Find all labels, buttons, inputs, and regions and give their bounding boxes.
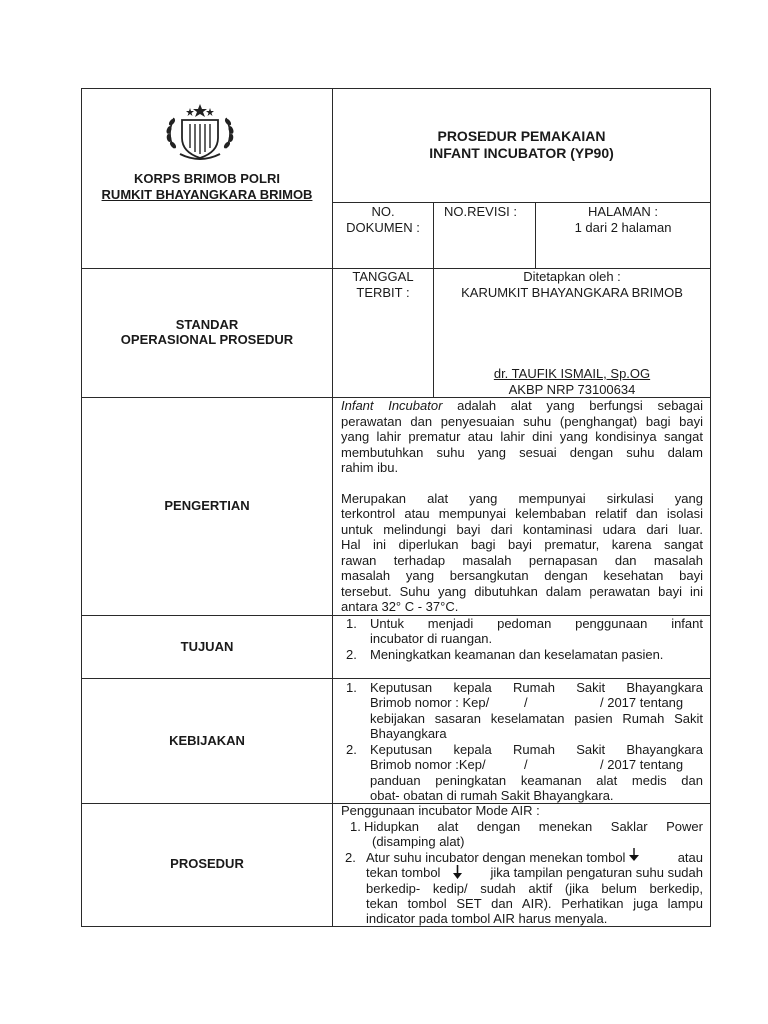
prosedur-item-2-line2-b: jika tampilan pengaturan suhu sudah bbox=[490, 865, 703, 880]
tujuan-label: TUJUAN bbox=[180, 639, 234, 654]
sop-label-line1: STANDAR bbox=[175, 317, 239, 332]
pengertian-p1-line4: membutuhkan suhu yang sesuai dengan suhu dalam bbox=[341, 445, 703, 460]
kebijakan-item-2-line1: Keputusan kepala Rumah Sakit Bhayangkara bbox=[370, 742, 703, 757]
infant-incubator-term: Infant Incubator bbox=[341, 398, 443, 413]
prosedur-item-1-line1: Hidupkan alat dengan menekan Saklar Power bbox=[364, 819, 703, 834]
pengertian-p2-line6: masalah yang bersangkutan dengan kesehatan bayi bbox=[341, 568, 703, 583]
ditetapkan-oleh: Ditetapkan oleh : bbox=[523, 269, 621, 284]
pengertian-p1-line1 bbox=[341, 398, 703, 414]
kebijakan-item-1-line4: Bhayangkara bbox=[370, 726, 447, 741]
tanggal-terbit-label-2: TERBIT : bbox=[356, 285, 410, 300]
document-title-line2: INFANT INCUBATOR (YP90) bbox=[429, 145, 614, 161]
halaman-label: HALAMAN : bbox=[587, 204, 659, 219]
prosedur-item-2-line2-a: tekan tombol bbox=[366, 865, 441, 880]
pengertian-p1-line2: perawatan dan penyesuaian suhu (penghangat) bagi bayi bbox=[341, 414, 703, 429]
pengertian-p2-line2: terkontrol atau mempunyai kelembaban relatif dan isolasi bbox=[341, 506, 703, 521]
brimob-emblem-logo bbox=[160, 104, 240, 162]
kebijakan-number-1: 1. bbox=[346, 680, 357, 695]
pengertian-p2-line4: Hal ini diperlukan bagi bayi prematur, karena sangat bbox=[341, 537, 703, 552]
tujuan-item-1-line1: Untuk menjadi pedoman penggunaan infant bbox=[370, 616, 703, 631]
pengertian-p1-line5: rahim ibu. bbox=[341, 460, 399, 475]
table-border-right bbox=[710, 88, 711, 927]
halaman-value: 1 dari 2 halaman bbox=[574, 220, 672, 235]
org-name: KORPS BRIMOB POLRI bbox=[134, 171, 280, 186]
prosedur-item-1-line2: (disamping alat) bbox=[372, 834, 465, 849]
tanggal-terbit-label: TANGGAL bbox=[352, 269, 414, 284]
tujuan-number-1: 1. bbox=[346, 616, 357, 631]
kebijakan-number-2: 2. bbox=[346, 742, 357, 757]
pengertian-p2-line7: tersebut. Suhu yang dibutuhkan dalam perawatan bayi ini bbox=[341, 584, 703, 599]
pengertian-p1-line3: yang lahir prematur atau lahir dini yang kondisinya sangat bbox=[341, 429, 703, 444]
prosedur-number-2: 2. bbox=[345, 850, 356, 865]
tujuan-item-1-line2: incubator di ruangan. bbox=[370, 631, 493, 646]
kebijakan-item-1-line1: Keputusan kepala Rumah Sakit Bhayangkara bbox=[370, 680, 703, 695]
pengertian-p2-line8: antara 32° C - 37°C. bbox=[341, 599, 459, 614]
pengertian-p2-line1: Merupakan alat yang mempunyai sirkulasi yang bbox=[341, 491, 703, 506]
prosedur-number-1: 1. bbox=[350, 819, 361, 834]
kebijakan-item-2-line4: obat- obatan di rumah Sakit Bhayangkara. bbox=[370, 788, 614, 803]
pengertian-label: PENGERTIAN bbox=[164, 498, 250, 513]
prosedur-item-2-line3: berkedip- kedip/ sudah aktif (jika belum berkedip, bbox=[366, 881, 703, 896]
pengertian-p2-line3: untuk melindungi bayi dari kontaminasi udara dari luar. bbox=[341, 522, 703, 537]
no-revisi-label: NO.REVISI : bbox=[444, 204, 517, 219]
tujuan-item-2-line1: Meningkatkan keamanan dan keselamatan pasien. bbox=[370, 647, 664, 662]
tujuan-number-2: 2. bbox=[346, 647, 357, 662]
kebijakan-item-1-line3: kebijakan sasaran keselamatan pasien Rumah Sakit bbox=[370, 711, 703, 726]
prosedur-item-2-line1-atau: atau bbox=[677, 850, 703, 865]
arrow-down-icon bbox=[629, 848, 639, 866]
no-dokumen-label: NO. bbox=[371, 204, 395, 219]
table-border-top bbox=[81, 88, 711, 89]
org-unit: RUMKIT BHAYANGKARA BRIMOB bbox=[101, 187, 313, 202]
kebijakan-label: KEBIJAKAN bbox=[169, 733, 245, 748]
signer-name-text: dr. TAUFIK ISMAIL, Sp.OG bbox=[493, 366, 651, 381]
signer-name bbox=[434, 366, 710, 382]
prosedur-item-2-line1-text: Atur suhu incubator dengan menekan tombol bbox=[366, 850, 626, 865]
prosedur-intro: Penggunaan incubator Mode AIR : bbox=[341, 803, 540, 818]
row-divider-kebijakan bbox=[81, 678, 711, 679]
prosedur-label: PROSEDUR bbox=[170, 856, 244, 871]
ditetapkan-jabatan: KARUMKIT BHAYANGKARA BRIMOB bbox=[461, 285, 683, 300]
pengertian-p1-line1-rest: adalah alat yang berfungsi sebagai bbox=[442, 398, 703, 413]
signer-nrp: AKBP NRP 73100634 bbox=[508, 382, 636, 397]
prosedur-item-2-line2 bbox=[366, 865, 703, 881]
sop-label-line2: OPERASIONAL PROSEDUR bbox=[120, 332, 294, 347]
no-dokumen-label-2: DOKUMEN : bbox=[346, 220, 420, 235]
document-title-line1: PROSEDUR PEMAKAIAN bbox=[437, 128, 606, 144]
kebijakan-item-2-line3: panduan peningkatan keamanan alat medis dan bbox=[370, 773, 703, 788]
prosedur-item-2-line4: tekan tombol SET dan AIR). Perhatikan juga lampu bbox=[366, 896, 703, 911]
pengertian-p2-line5: rawan terhadap masalah pernapasan dan masalah bbox=[341, 553, 703, 568]
row-divider-doc-info bbox=[333, 202, 711, 203]
prosedur-item-2-line1 bbox=[366, 850, 703, 866]
prosedur-item-2-line5: indicator pada tombol AIR harus menyala. bbox=[366, 911, 608, 926]
